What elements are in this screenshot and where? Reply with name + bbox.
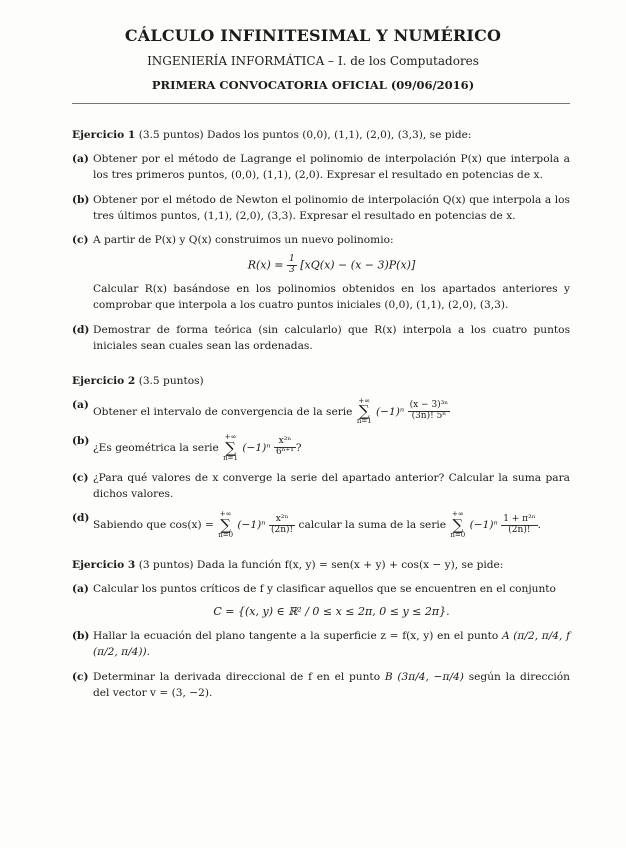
point-a: A (π/2, π/4, f (π/2, π/4)). — [93, 630, 570, 659]
header-divider — [72, 103, 570, 104]
series-sign: (−1)ⁿ — [376, 405, 405, 418]
series-sign: (−1)ⁿ — [237, 519, 266, 532]
item-text: Calcular los puntos críticos de f y clasificar aquellos que se encuentren en el conjunto — [93, 582, 556, 595]
exercise-2-heading — [72, 374, 570, 390]
period: . — [537, 519, 541, 532]
exercise-3b — [72, 629, 570, 661]
sum-symbol: +∞ ∑ n=0 — [218, 510, 234, 540]
header — [0, 26, 626, 92]
item-label: (b) — [72, 630, 90, 643]
item-text: Obtener por el método de Lagrange el polinomio de interpolación P(x) que interpola a los tres primeros puntos, (0,0), (1,1), (2,0). Expresar el resultado en potencias de x. — [93, 152, 570, 181]
item-label: (c) — [72, 471, 89, 484]
exercise-1-points: (3.5 puntos) Dados los puntos (0,0), (1,1), (2,0), (3,3), se pide: — [138, 129, 472, 141]
frac-denominator: (2n)! — [270, 524, 294, 535]
item-label: (a) — [72, 582, 89, 595]
exercise-1-title: Ejercicio 1 — [72, 129, 136, 141]
sum-upper: +∞ — [451, 510, 464, 519]
sum-symbol: +∞ ∑ n=1 — [356, 396, 372, 426]
frac-numerator: 1 + π²ⁿ — [503, 513, 536, 524]
exercise-2d — [72, 511, 570, 539]
exercise-2c — [72, 471, 570, 503]
exam-call: PRIMERA CONVOCATORIA OFICIAL (09/06/2016) — [151, 78, 475, 92]
exercise-2-points: (3.5 puntos) — [138, 374, 204, 387]
item-text: Determinar la derivada direccional de f en el punto — [93, 671, 381, 684]
exercise-3a — [72, 582, 570, 620]
item-label: (d) — [72, 323, 90, 336]
frac-denominator: 6ⁿ⁺¹ — [275, 447, 294, 458]
item-label: (c) — [72, 234, 89, 247]
sum-upper: +∞ — [358, 396, 371, 405]
exercise-3-title: Ejercicio 3 — [72, 558, 136, 571]
item-text: ¿Es geométrica la serie — [93, 441, 219, 454]
item-label: (d) — [72, 512, 90, 525]
item-text: Sabiendo que cos(x) = — [93, 519, 214, 532]
formula-r — [93, 255, 570, 276]
exercise-1c — [72, 233, 570, 313]
exercise-2-title: Ejercicio 2 — [72, 374, 136, 387]
frac-numerator: (x − 3)³ⁿ — [409, 399, 449, 410]
series-fraction — [269, 515, 295, 536]
series-sign: (−1)ⁿ — [469, 519, 498, 532]
sum-lower: n=0 — [218, 531, 234, 540]
item-label: (c) — [72, 671, 89, 684]
item-label: (b) — [72, 193, 90, 206]
exercise-1d — [72, 323, 570, 355]
series-fraction — [274, 437, 296, 458]
sum-symbol: +∞ ∑ n=1 — [223, 433, 238, 462]
item-label: (b) — [72, 435, 90, 448]
exercise-1-heading — [72, 128, 570, 144]
frac-denominator: (3n)! 5ⁿ — [411, 410, 447, 421]
exercise-2a — [72, 398, 570, 426]
exercise-1b — [72, 193, 570, 225]
sum-lower: n=0 — [450, 531, 466, 540]
exercise-2b — [72, 434, 570, 462]
frac-numerator: x²ⁿ — [269, 515, 295, 526]
exam-body — [72, 128, 570, 711]
frac-numerator: 1 — [289, 254, 295, 265]
series-fraction — [408, 401, 451, 422]
frac-denominator: 3 — [289, 265, 295, 276]
series-sign: (−1)ⁿ — [242, 441, 271, 454]
item-text: Obtener por el método de Newton el polinomio de interpolación Q(x) que interpola a los tres últimos puntos, (1,1), (2,0), (3,3). Expresar el resultado en potencias de x. — [93, 193, 570, 222]
formula-set-c: C = {(x, y) ∈ ℝ² / 0 ≤ x ≤ 2π, 0 ≤ y ≤ 2π}. — [213, 604, 450, 618]
item-text-continued: Calcular R(x) basándose en los polinomios obtenidos en los apartados anteriores y comprobar que interpola a los cuatro puntos iniciales (0,0), (1,1), (2,0), (3,3). — [93, 283, 570, 312]
item-text: Demostrar de forma teórica (sin calcularlo) que R(x) interpola a los cuatro puntos iniciales sean cuales sean las ordenadas. — [93, 323, 570, 352]
item-text: ¿Para qué valores de x converge la serie del apartado anterior? Calcular la suma para dichos valores. — [93, 471, 570, 500]
formula-fraction — [287, 255, 297, 276]
exercise-3-points: (3 puntos) Dada la función f(x, y) = sen(x + y) + cos(x − y), se pide: — [138, 558, 504, 571]
series-fraction — [501, 515, 537, 536]
item-text: A partir de P(x) y Q(x) construimos un nuevo polinomio: — [93, 234, 394, 247]
course-title: CÁLCULO INFINITESIMAL Y NUMÉRICO — [124, 26, 502, 45]
sum-upper: +∞ — [219, 510, 232, 519]
formula-right: [xQ(x) − (x − 3)P(x)] — [300, 258, 416, 272]
sum-symbol: +∞ ∑ n=0 — [450, 510, 466, 540]
degree-subtitle: INGENIERÍA INFORMÁTICA – I. de los Computadores — [147, 54, 479, 68]
item-text-middle: calcular la suma de la serie — [298, 519, 447, 532]
sum-upper: +∞ — [224, 433, 237, 442]
frac-denominator: (2n)! — [508, 524, 531, 535]
sum-lower: n=1 — [223, 454, 238, 462]
exercise-3-heading — [72, 558, 570, 574]
item-label: (a) — [72, 152, 89, 165]
formula-left: R(x) = — [247, 258, 284, 272]
item-label: (a) — [72, 398, 89, 411]
exercise-1a — [72, 152, 570, 184]
question-mark: ? — [295, 441, 302, 454]
item-text: Obtener el intervalo de convergencia de la serie — [93, 405, 353, 418]
point-b: B (3π/4, −π/4) — [384, 671, 464, 684]
item-text: Hallar la ecuación del plano tangente a la superficie z = f(x, y) en el punto — [93, 630, 499, 643]
item-text-end: según la dirección del vector v = (3, −2). — [93, 671, 571, 699]
exercise-3c — [72, 670, 570, 702]
frac-numerator: x²ⁿ — [274, 437, 296, 448]
sum-lower: n=1 — [356, 417, 372, 426]
